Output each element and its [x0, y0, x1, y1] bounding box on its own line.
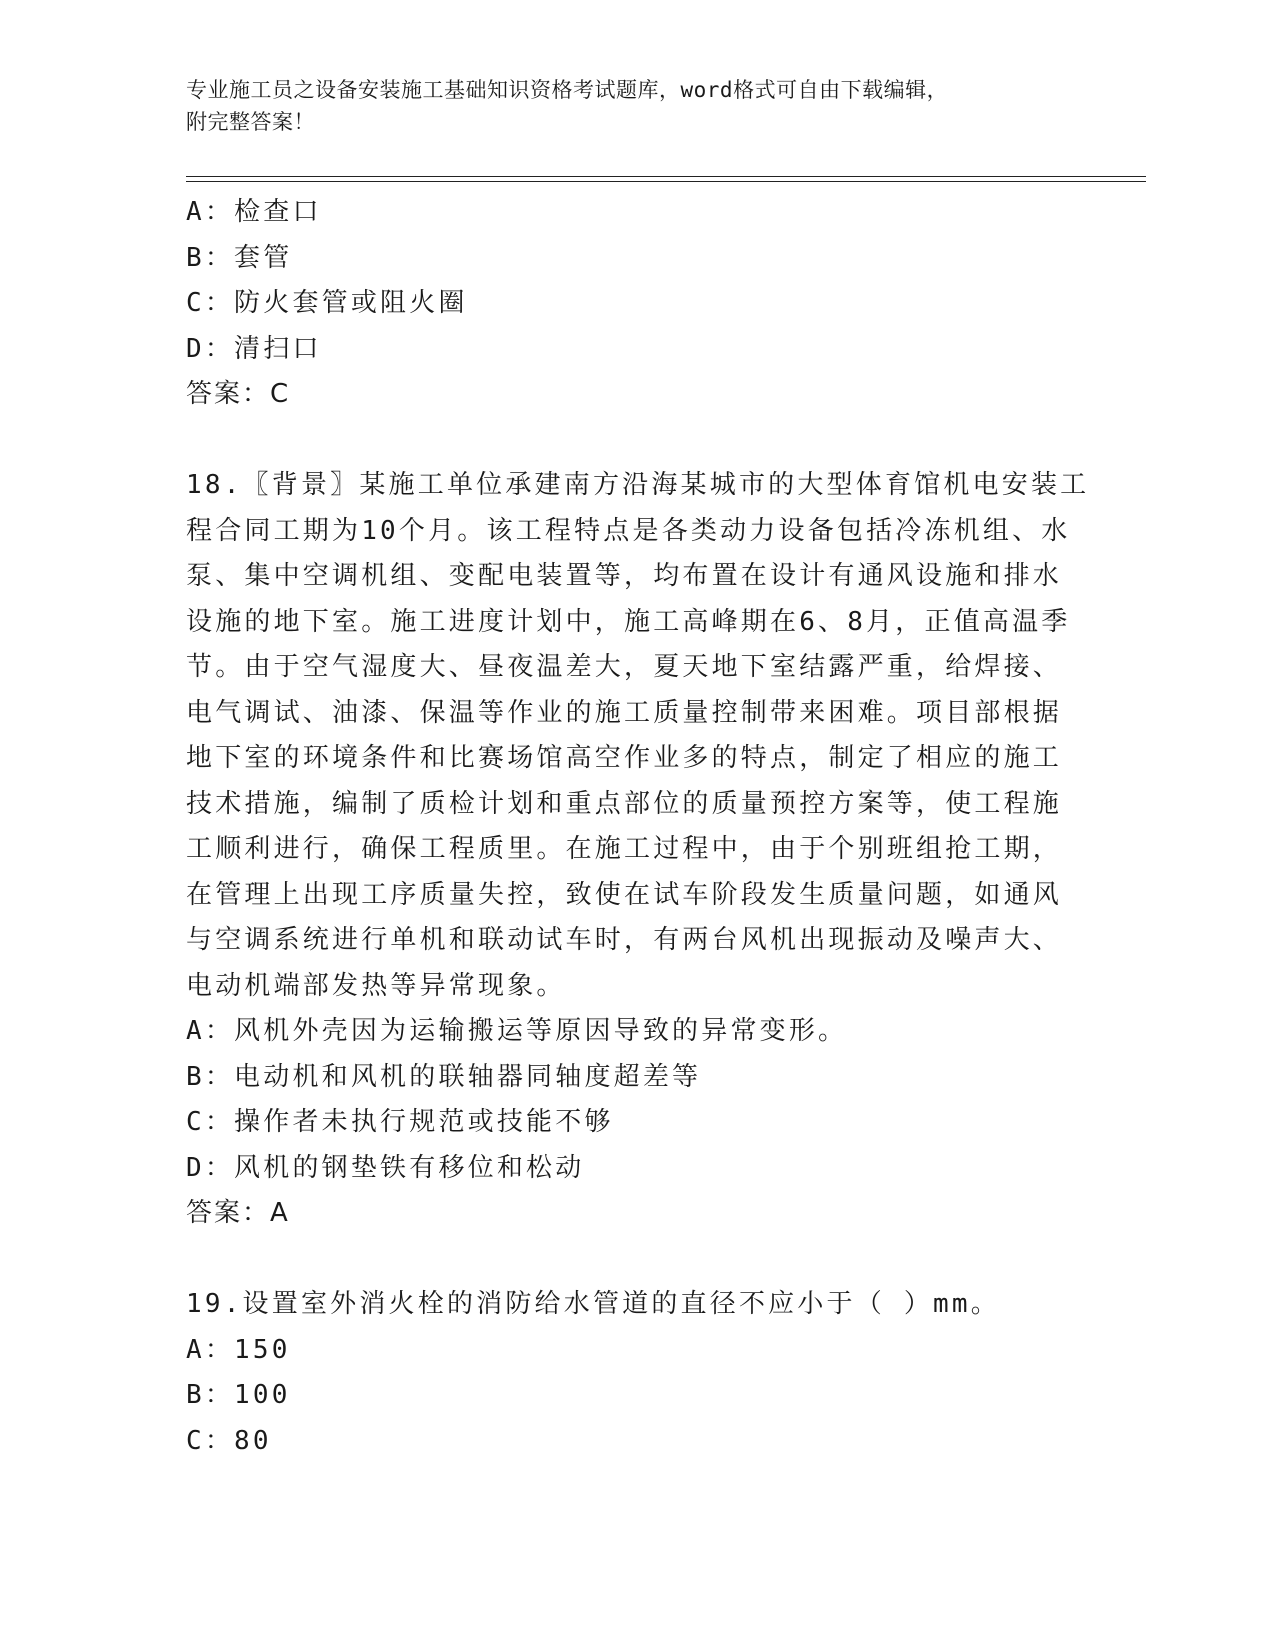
- question-stem-line: 技术措施，编制了质检计划和重点部位的质量预控方案等，使工程施: [186, 788, 1063, 819]
- question-19: [186, 1282, 1066, 1464]
- answer: 答案：A: [186, 1198, 290, 1228]
- question-17: [186, 190, 1066, 418]
- spacer: [186, 418, 1066, 464]
- question-stem-line: 电动机端部发热等异常现象。: [186, 970, 566, 1001]
- answer: 答案：C: [186, 379, 291, 409]
- option-a: A：检查口: [186, 197, 322, 227]
- question-content: [186, 190, 1090, 1464]
- option-a: A：150: [186, 1334, 291, 1365]
- option-b: B：电动机和风机的联轴器同轴度超差等: [186, 1061, 702, 1092]
- question-stem-line: 在管理上出现工序质量失控，致使在试车阶段发生质量问题，如通风: [186, 879, 1063, 910]
- question-stem-line: 泵、集中空调机组、变配电装置等，均布置在设计有通风设施和排水: [186, 561, 1063, 591]
- option-a: A：风机外壳因为运输搬运等原因导致的异常变形。: [186, 1016, 848, 1046]
- header-line-1: 专业施工员之设备安装施工基础知识资格考试题库，word格式可自由下载编辑，: [186, 78, 949, 102]
- question-stem-line: 18.〖背景〗某施工单位承建南方沿海某城市的大型体育馆机电安装工: [186, 470, 1090, 500]
- option-c: C：操作者未执行规范或技能不够: [186, 1107, 614, 1137]
- spacer: [186, 1237, 1066, 1283]
- option-d: D：清扫口: [186, 333, 322, 364]
- header-divider-bottom: [186, 181, 1146, 182]
- option-c: C：80: [186, 1425, 272, 1456]
- question-stem-line: 地下室的环境条件和比赛场馆高空作业多的特点，制定了相应的施工: [186, 743, 1063, 773]
- option-b: B：100: [186, 1380, 291, 1410]
- option-c: C：防火套管或阻火圈: [186, 288, 468, 318]
- question-stem-line: 设施的地下室。施工进度计划中，施工高峰期在6、8月，正值高温季: [186, 606, 1071, 637]
- question-stem-line: 程合同工期为10个月。该工程特点是各类动力设备包括冷冻机组、水: [186, 515, 1071, 546]
- header-line-2: 附完整答案！: [186, 110, 315, 134]
- option-d: D：风机的钢垫铁有移位和松动: [186, 1152, 585, 1183]
- option-b: B：套管: [186, 242, 293, 273]
- question-stem: 19.设置室外消火栓的消防给水管道的直径不应小于（ ）mm。: [186, 1289, 1000, 1319]
- header-divider-top: [186, 176, 1146, 177]
- question-stem-line: 节。由于空气湿度大、昼夜温差大，夏天地下室结露严重，给焊接、: [186, 652, 1063, 682]
- question-stem-line: 与空调系统进行单机和联动试车时，有两台风机出现振动及噪声大、: [186, 925, 1063, 955]
- document-header: [186, 74, 1146, 138]
- question-stem-line: 电气调试、油漆、保温等作业的施工质量控制带来困难。项目部根据: [186, 697, 1063, 728]
- question-stem-line: 工顺利进行，确保工程质里。在施工过程中，由于个别班组抢工期，: [186, 834, 1063, 864]
- question-18: [186, 463, 1090, 1237]
